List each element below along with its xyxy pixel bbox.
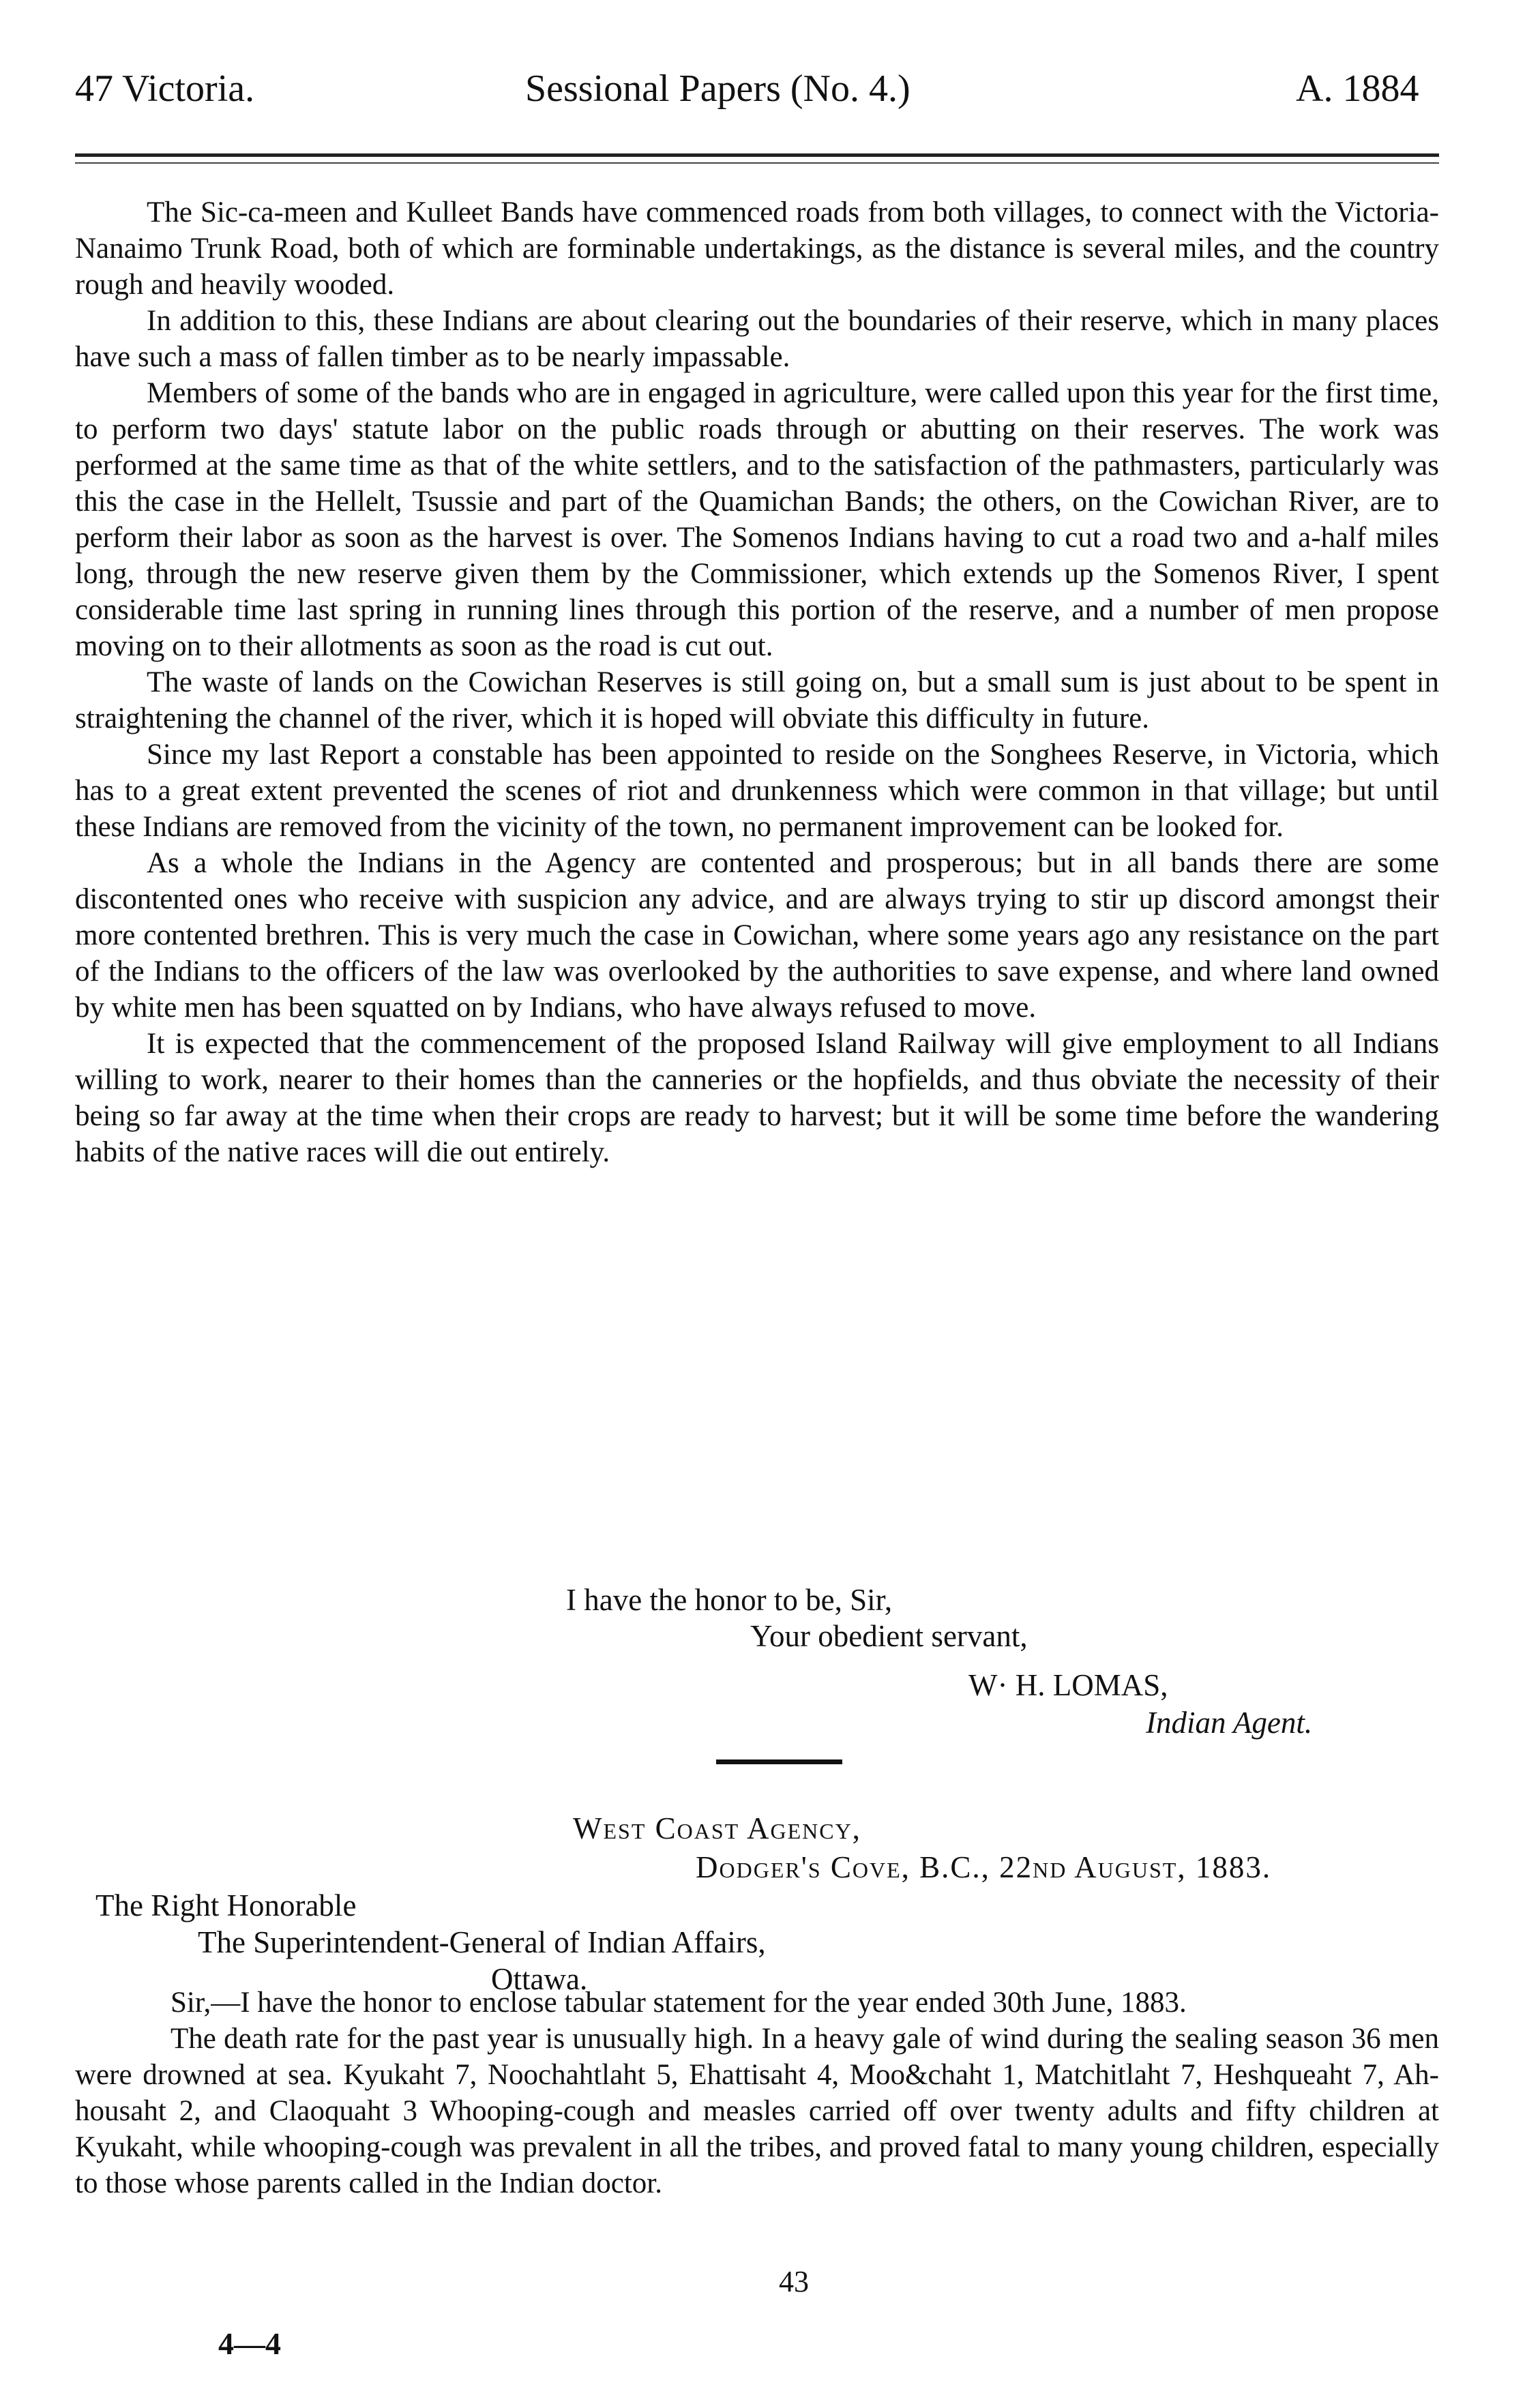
signatory-name: W· H. LOMAS, [968, 1668, 1168, 1702]
body-paragraph: As a whole the Indians in the Agency are contented and prosperous; but in all bands there are some discontented ones who receive with suspicion any advice, and are always trying to stir up discord amongst their more contented brethren. This is very much the case in Cowichan, where some years ago any resistance on the part of the Indians to the officers of the law was overlooked by the authorities to save expense, and where land owned by white men has been squatted on by Indians, who have always refused to move. [75, 847, 1439, 1024]
recipient-line-3: Ottawa. [491, 1962, 588, 1996]
header-volume: 47 Victoria. [75, 68, 255, 110]
page-number: 43 [779, 2265, 809, 2298]
letter-paragraph: Sir,—I have the honor to enclose tabular statement for the year ended 30th June, 1883. [171, 1987, 1187, 2019]
header-title: Sessional Papers (No. 4.) [525, 68, 910, 110]
section-divider [716, 1759, 842, 1764]
letter-body [75, 1985, 1439, 2201]
body-paragraph: The Sic-ca-meen and Kulleet Bands have commenced roads from both villages, to connect with the Victoria-Nanaimo Trunk Road, both of which are forminable undertakings, as the distance is several miles, and the country rough and heavily wooded. [75, 196, 1439, 301]
letter-paragraph: The death rate for the past year is unusually high. In a heavy gale of wind during the sealing season 36 men were drowned at sea. Kyukaht 7, Noochahtlaht 5, Ehattisaht 4, Moo&chaht 1, Matchitlaht 7, Heshqueaht 7, Ah-housaht 2, and Claoquaht 3 Whooping-cough and measles carried off over twenty adults and fifty children at Kyukaht, while whooping-cough was prevalent in all the tribes, and proved fatal to many young children, especially to those whose parents called in the Indian doctor. [75, 2023, 1439, 2199]
body-paragraph: The waste of lands on the Cowichan Reserves is still going on, but a small sum is just about to be spent in straightening the channel of the river, which it is hoped will obviate this difficulty in future. [75, 666, 1439, 734]
signatory-title: Indian Agent. [1146, 1706, 1313, 1740]
body-paragraph: It is expected that the commencement of the proposed Island Railway will give employment to all Indians willing to work, nearer to their homes than the canneries or the hopfields, and thus obviate the necessity of their being so far away at the time when their crops are ready to harvest; but it will be some time before the wandering habits of the native races will die out entirely. [75, 1028, 1439, 1168]
recipient-line-1: The Right Honorable [95, 1888, 357, 1922]
place-date-line: Dodger's Cove, B.C., 22nd August, 1883. [696, 1850, 1272, 1884]
body-paragraph: In addition to this, these Indians are about clearing out the boundaries of their reserve, which in many places have such a mass of fallen timber as to be nearly impassable. [75, 305, 1439, 373]
agency-heading: West Coast Agency, [573, 1811, 861, 1845]
running-header [75, 65, 1446, 113]
report-body [75, 194, 1439, 1170]
header-year: A. 1884 [1296, 68, 1419, 110]
closing-line-2: Your obedient servant, [750, 1619, 1028, 1653]
body-paragraph: Since my last Report a constable has been appointed to reside on the Songhees Reserve, in Victoria, which has to a great extent prevented the scenes of riot and drunkenness which were common in that village; but until these Indians are removed from the vicinity of the town, no permanent improvement can be looked for. [75, 739, 1439, 843]
signature-mark: 4—4 [218, 2326, 281, 2361]
closing-line-1: I have the honor to be, Sir, [566, 1583, 893, 1617]
header-rule [75, 153, 1439, 157]
header-rule-thin [75, 162, 1439, 164]
recipient-line-2: The Superintendent-General of Indian Affairs, [198, 1925, 766, 1959]
body-paragraph: Members of some of the bands who are in engaged in agriculture, were called upon this year for the first time, to perform two days' statute labor on the public roads through or abutting on their reserves. The work was performed at the same time as that of the white settlers, and to the satisfaction of the pathmasters, particularly was this the case in the Hellelt, Tsussie and part of the Quamichan Bands; the others, on the Cowichan River, are to perform their labor as soon as the harvest is over. The Somenos Indians having to cut a road two and a-half miles long, through the new reserve given them by the Commissioner, which extends up the Somenos River, I spent considerable time last spring in running lines through this portion of the reserve, and a number of men propose moving on to their allotments as soon as the road is cut out. [75, 377, 1439, 662]
